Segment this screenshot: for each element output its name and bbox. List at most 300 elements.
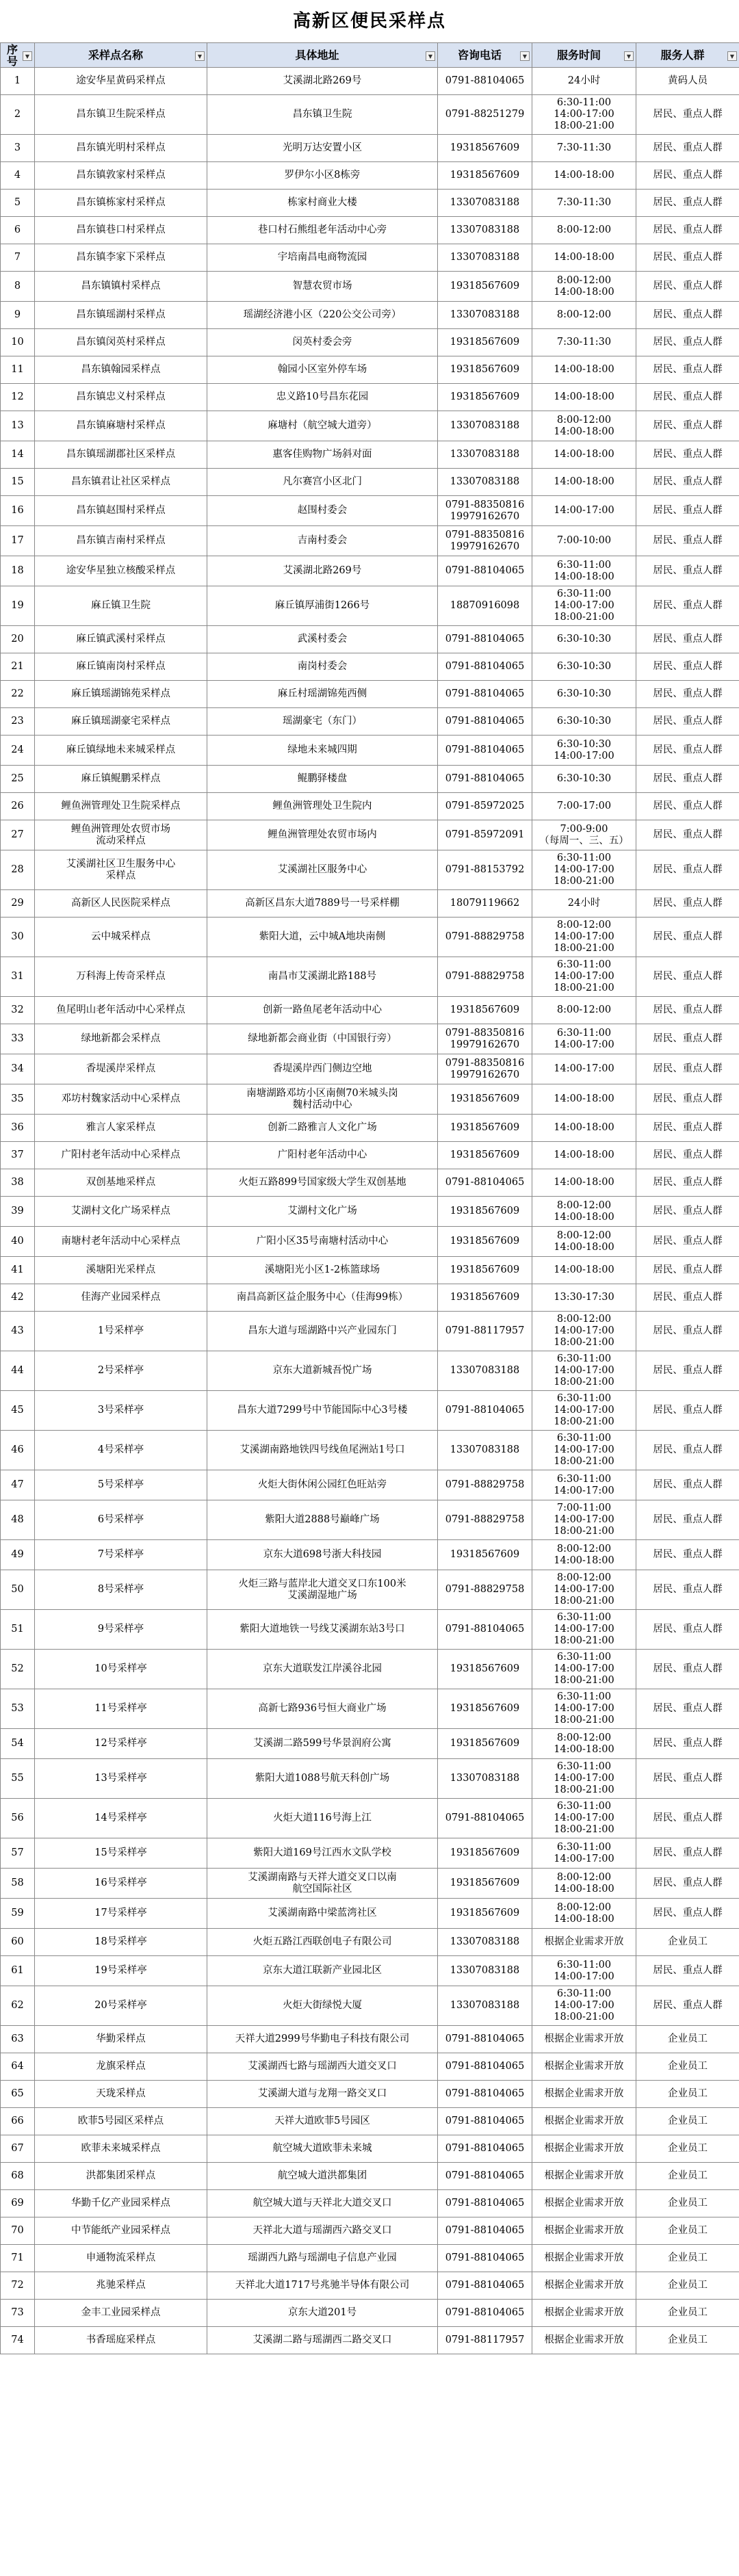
table-row [1,681,739,708]
cell-site-name: 6号采样亭 [35,1500,207,1540]
table-row [1,1391,739,1431]
cell-service-group: 居民、重点人群 [636,1869,739,1899]
table-row [1,2300,739,2327]
cell-index: 63 [1,2026,35,2053]
cell-phone: 19318567609 [438,162,532,190]
cell-phone: 0791-88104065 [438,2135,532,2163]
table-row [1,793,739,820]
cell-site-name: 麻丘镇武溪村采样点 [35,626,207,653]
cell-index: 29 [1,890,35,918]
table-row [1,1929,739,1956]
cell-site-name: 途安华星黄码采样点 [35,68,207,95]
cell-address: 鲲鹏驿楼盘 [207,766,438,793]
cell-service-time: 7:00-11:00 14:00-17:00 18:00-21:00 [532,1500,636,1540]
table-row [1,736,739,766]
cell-phone: 0791-88829758 [438,918,532,957]
cell-service-group: 居民、重点人群 [636,1169,739,1197]
cell-address: 南岗村委会 [207,653,438,681]
table-row [1,556,739,586]
table-row [1,1869,739,1899]
cell-service-time: 6:30-11:00 14:00-18:00 [532,556,636,586]
cell-site-name: 18号采样亭 [35,1929,207,1956]
cell-phone: 13307083188 [438,217,532,244]
cell-address: 艾溪湖南路地铁四号线鱼尾洲站1号口 [207,1431,438,1470]
cell-phone: 0791-88104065 [438,2272,532,2300]
cell-index: 34 [1,1054,35,1084]
cell-service-time: 6:30-11:00 14:00-17:00 18:00-21:00 [532,95,636,135]
cell-service-time: 6:30-10:30 [532,653,636,681]
cell-site-name: 欧菲未来城采样点 [35,2135,207,2163]
cell-service-time: 6:30-11:00 14:00-17:00 [532,1024,636,1054]
filter-dropdown-icon[interactable]: ▼ [624,51,634,61]
cell-phone: 0791-88104065 [438,1391,532,1431]
cell-address: 鲤鱼洲管理处农贸市场内 [207,820,438,850]
cell-service-group: 居民、重点人群 [636,1689,739,1729]
cell-address: 京东大道新城吾悦广场 [207,1351,438,1391]
cell-service-time: 14:00-18:00 [532,244,636,272]
cell-phone: 0791-88104065 [438,626,532,653]
table-row [1,1351,739,1391]
cell-service-time: 8:00-12:00 14:00-17:00 18:00-21:00 [532,918,636,957]
cell-service-time: 6:30-11:00 14:00-17:00 18:00-21:00 [532,1689,636,1729]
cell-phone: 0791-88104065 [438,2026,532,2053]
cell-site-name: 昌东镇光明村采样点 [35,135,207,162]
cell-service-time: 7:30-11:30 [532,329,636,356]
cell-address: 广阳村老年活动中心 [207,1142,438,1169]
table-row [1,384,739,411]
table-row [1,1227,739,1257]
cell-service-group: 居民、重点人群 [636,1431,739,1470]
cell-service-time: 8:00-12:00 [532,302,636,329]
cell-service-group: 居民、重点人群 [636,1284,739,1312]
cell-service-time: 14:00-18:00 [532,441,636,469]
cell-site-name: 艾湖村文化广场采样点 [35,1197,207,1227]
cell-phone: 0791-88350816 19979162670 [438,496,532,526]
table-row [1,1759,739,1799]
cell-address: 紫阳大道169号江西水文队学校 [207,1838,438,1869]
cell-service-group: 居民、重点人群 [636,997,739,1024]
table-row [1,68,739,95]
cell-site-name: 17号采样亭 [35,1899,207,1929]
cell-service-time: 8:00-12:00 14:00-17:00 18:00-21:00 [532,1570,636,1610]
cell-service-time: 根据企业需求开放 [532,2272,636,2300]
cell-service-time: 6:30-11:00 14:00-17:00 18:00-21:00 [532,1351,636,1391]
cell-site-name: 14号采样亭 [35,1799,207,1838]
cell-phone: 0791-88104065 [438,2217,532,2245]
cell-phone: 19318567609 [438,135,532,162]
cell-address: 火炬三路与蓝岸北大道交叉口东100米 艾溪湖湿地广场 [207,1570,438,1610]
cell-service-time: 根据企业需求开放 [532,1929,636,1956]
header-phone[interactable]: 咨询电话 ▼ [438,43,532,68]
cell-phone: 0791-88104065 [438,1169,532,1197]
table-row [1,329,739,356]
cell-phone: 19318567609 [438,329,532,356]
cell-site-name: 昌东镇翰园采样点 [35,356,207,384]
cell-service-group: 居民、重点人群 [636,217,739,244]
table-row [1,1169,739,1197]
cell-address: 昌东镇卫生院 [207,95,438,135]
cell-index: 45 [1,1391,35,1431]
cell-address: 京东大道江联新产业园北区 [207,1956,438,1986]
cell-address: 火炬大道116号海上江 [207,1799,438,1838]
cell-index: 35 [1,1084,35,1115]
cell-site-name: 麻丘镇卫生院 [35,586,207,626]
filter-dropdown-icon[interactable]: ▼ [727,51,737,61]
cell-address: 吉南村委会 [207,526,438,556]
cell-index: 21 [1,653,35,681]
cell-index: 47 [1,1470,35,1500]
cell-site-name: 申通物流采样点 [35,2245,207,2272]
cell-index: 13 [1,411,35,441]
cell-index: 60 [1,1929,35,1956]
table-row [1,441,739,469]
cell-service-time: 14:00-18:00 [532,1169,636,1197]
cell-site-name: 华勤千亿产业园采样点 [35,2190,207,2217]
cell-phone: 19318567609 [438,1284,532,1312]
cell-service-group: 黄码人员 [636,68,739,95]
cell-phone: 0791-88829758 [438,957,532,997]
cell-service-group: 居民、重点人群 [636,918,739,957]
cell-service-time: 6:30-11:00 14:00-17:00 18:00-21:00 [532,1986,636,2026]
cell-service-group: 居民、重点人群 [636,329,739,356]
cell-service-group: 企业员工 [636,2245,739,2272]
cell-service-time: 根据企业需求开放 [532,2163,636,2190]
cell-site-name: 3号采样亭 [35,1391,207,1431]
cell-index: 32 [1,997,35,1024]
cell-phone: 13307083188 [438,190,532,217]
table-row [1,1610,739,1650]
cell-site-name: 昌东镇卫生院采样点 [35,95,207,135]
cell-service-group: 居民、重点人群 [636,1570,739,1610]
cell-address: 艾溪湖社区服务中心 [207,850,438,890]
table-row [1,1084,739,1115]
cell-site-name: 9号采样亭 [35,1610,207,1650]
cell-service-time: 6:30-11:00 14:00-17:00 18:00-21:00 [532,1610,636,1650]
cell-service-time: 根据企业需求开放 [532,2245,636,2272]
cell-address: 栋家村商业大楼 [207,190,438,217]
cell-index: 2 [1,95,35,135]
cell-site-name: 昌东镇栋家村采样点 [35,190,207,217]
cell-phone: 0791-88104065 [438,681,532,708]
cell-phone: 19318567609 [438,1227,532,1257]
cell-index: 54 [1,1729,35,1759]
cell-index: 44 [1,1351,35,1391]
cell-service-group: 居民、重点人群 [636,356,739,384]
cell-service-time: 根据企业需求开放 [532,2327,636,2354]
cell-site-name: 昌东镇吉南村采样点 [35,526,207,556]
cell-site-name: 4号采样亭 [35,1431,207,1470]
table-row [1,1986,739,2026]
cell-address: 麻塘村（航空城大道旁） [207,411,438,441]
cell-address: 广阳小区35号南塘村活动中心 [207,1227,438,1257]
cell-index: 5 [1,190,35,217]
cell-service-time: 8:00-12:00 14:00-18:00 [532,1197,636,1227]
table-row [1,162,739,190]
table-row [1,2245,739,2272]
cell-service-time: 13:30-17:30 [532,1284,636,1312]
cell-service-group: 居民、重点人群 [636,793,739,820]
table-row [1,1431,739,1470]
cell-site-name: 香堤溪岸采样点 [35,1054,207,1084]
cell-phone: 18870916098 [438,586,532,626]
cell-index: 48 [1,1500,35,1540]
cell-phone: 18079119662 [438,890,532,918]
table-row [1,2327,739,2354]
cell-address: 艾溪湖二路与瑶湖西二路交叉口 [207,2327,438,2354]
cell-index: 33 [1,1024,35,1054]
cell-phone: 0791-85972025 [438,793,532,820]
cell-service-time: 6:30-11:00 14:00-17:00 18:00-21:00 [532,1799,636,1838]
cell-phone: 13307083188 [438,469,532,496]
cell-service-group: 居民、重点人群 [636,1054,739,1084]
cell-phone: 0791-88829758 [438,1570,532,1610]
table-row [1,820,739,850]
cell-service-group: 居民、重点人群 [636,1650,739,1689]
cell-address: 艾溪湖西七路与瑶湖西大道交叉口 [207,2053,438,2081]
table-row [1,190,739,217]
cell-address: 天祥北大道1717号兆驰半导体有限公司 [207,2272,438,2300]
cell-address: 天祥大道2999号华勤电子科技有限公司 [207,2026,438,2053]
cell-site-name: 邓坊村魏家活动中心采样点 [35,1084,207,1115]
table-row [1,95,739,135]
cell-service-time: 24小时 [532,890,636,918]
cell-site-name: 书香瑶庭采样点 [35,2327,207,2354]
cell-service-group: 企业员工 [636,2053,739,2081]
table-row [1,626,739,653]
table-row [1,356,739,384]
cell-phone: 13307083188 [438,244,532,272]
table-row [1,1570,739,1610]
table-row [1,1500,739,1540]
cell-service-group: 居民、重点人群 [636,1312,739,1351]
cell-site-name: 艾溪湖社区卫生服务中心 采样点 [35,850,207,890]
cell-service-time: 8:00-12:00 14:00-18:00 [532,411,636,441]
cell-address: 航空城大道欧菲未来城 [207,2135,438,2163]
table-row [1,526,739,556]
cell-site-name: 昌东镇李家下采样点 [35,244,207,272]
table-row [1,244,739,272]
cell-site-name: 10号采样亭 [35,1650,207,1689]
cell-address: 紫阳大道2888号巅峰广场 [207,1500,438,1540]
cell-index: 6 [1,217,35,244]
cell-site-name: 7号采样亭 [35,1540,207,1570]
cell-service-group: 居民、重点人群 [636,384,739,411]
cell-address: 凡尔赛宫小区北门 [207,469,438,496]
cell-address: 高新区昌东大道7889号一号采样棚 [207,890,438,918]
cell-index: 61 [1,1956,35,1986]
cell-service-group: 居民、重点人群 [636,626,739,653]
cell-index: 41 [1,1257,35,1284]
cell-address: 南昌市艾溪湖北路188号 [207,957,438,997]
cell-site-name: 麻丘镇瑶湖豪宅采样点 [35,708,207,736]
cell-address: 京东大道201号 [207,2300,438,2327]
cell-address: 罗伊尔小区8栋旁 [207,162,438,190]
cell-service-group: 居民、重点人群 [636,850,739,890]
filter-dropdown-icon[interactable]: ▼ [23,51,32,61]
cell-index: 26 [1,793,35,820]
table-row [1,272,739,302]
cell-index: 43 [1,1312,35,1351]
cell-service-group: 居民、重点人群 [636,411,739,441]
cell-site-name: 19号采样亭 [35,1956,207,1986]
cell-site-name: 昌东镇赵围村采样点 [35,496,207,526]
cell-phone: 0791-88350816 19979162670 [438,1024,532,1054]
table-row [1,1650,739,1689]
cell-address: 麻丘村瑶湖锦苑西侧 [207,681,438,708]
cell-index: 9 [1,302,35,329]
filter-dropdown-icon[interactable]: ▼ [426,51,435,61]
cell-service-group: 居民、重点人群 [636,526,739,556]
cell-phone: 0791-88829758 [438,1470,532,1500]
cell-phone: 13307083188 [438,441,532,469]
cell-address: 溪塘阳光小区1-2栋篮球场 [207,1257,438,1284]
cell-address: 绿地新都会商业街（中国银行旁） [207,1024,438,1054]
cell-address: 创新一路鱼尾老年活动中心 [207,997,438,1024]
cell-index: 10 [1,329,35,356]
cell-phone: 0791-88104065 [438,2081,532,2108]
cell-service-time: 6:30-10:30 [532,681,636,708]
cell-address: 南塘湖路邓坊小区南侧70米城头岗 魏村活动中心 [207,1084,438,1115]
cell-index: 19 [1,586,35,626]
table-row [1,1257,739,1284]
cell-service-group: 居民、重点人群 [636,957,739,997]
cell-site-name: 万科海上传奇采样点 [35,957,207,997]
cell-site-name: 高新区人民医院采样点 [35,890,207,918]
cell-phone: 0791-88104065 [438,2300,532,2327]
cell-index: 56 [1,1799,35,1838]
cell-service-time: 7:30-11:30 [532,190,636,217]
table-row [1,653,739,681]
header-service-group[interactable]: 服务人群 ▼ [636,43,739,68]
cell-address: 火炬五路899号国家级大学生双创基地 [207,1169,438,1197]
cell-service-time: 根据企业需求开放 [532,2300,636,2327]
cell-site-name: 雅言人家采样点 [35,1115,207,1142]
cell-phone: 0791-88104065 [438,1610,532,1650]
cell-phone: 0791-88117957 [438,2327,532,2354]
header-site-name[interactable]: 采样点名称 ▼ [35,43,207,68]
cell-service-group: 居民、重点人群 [636,302,739,329]
cell-index: 22 [1,681,35,708]
cell-address: 昌东大道7299号中节能国际中心3号楼 [207,1391,438,1431]
cell-index: 70 [1,2217,35,2245]
table-row [1,1956,739,1986]
cell-index: 71 [1,2245,35,2272]
cell-service-time: 根据企业需求开放 [532,2053,636,2081]
cell-service-time: 8:00-12:00 [532,997,636,1024]
cell-index: 69 [1,2190,35,2217]
cell-phone: 0791-88104065 [438,2108,532,2135]
header-address[interactable]: 具体地址 ▼ [207,43,438,68]
cell-service-group: 居民、重点人群 [636,708,739,736]
cell-address: 惠客佳购物广场斜对面 [207,441,438,469]
cell-service-time: 6:30-10:30 [532,626,636,653]
table-row [1,1024,739,1054]
cell-phone: 19318567609 [438,1838,532,1869]
header-index[interactable]: 序号 ▼ [1,43,35,68]
cell-service-time: 6:30-11:00 14:00-17:00 18:00-21:00 [532,1391,636,1431]
cell-service-group: 企业员工 [636,2081,739,2108]
cell-index: 11 [1,356,35,384]
cell-service-group: 居民、重点人群 [636,244,739,272]
table-row [1,2135,739,2163]
cell-service-time: 8:00-12:00 14:00-18:00 [532,1869,636,1899]
cell-index: 49 [1,1540,35,1570]
cell-service-group: 居民、重点人群 [636,1470,739,1500]
cell-site-name: 中节能纸产业园采样点 [35,2217,207,2245]
cell-phone: 19318567609 [438,1869,532,1899]
cell-service-group: 居民、重点人群 [636,653,739,681]
table-row [1,586,739,626]
cell-service-group: 居民、重点人群 [636,1391,739,1431]
cell-service-time: 7:00-9:00 （每周一、三、五） [532,820,636,850]
cell-site-name: 鱼尾明山老年活动中心采样点 [35,997,207,1024]
cell-service-group: 企业员工 [636,2026,739,2053]
table-row [1,411,739,441]
cell-site-name: 16号采样亭 [35,1869,207,1899]
cell-address: 忠义路10号昌东花园 [207,384,438,411]
cell-address: 赵围村委会 [207,496,438,526]
cell-index: 40 [1,1227,35,1257]
cell-phone: 0791-88350816 19979162670 [438,526,532,556]
header-service-time[interactable]: 服务时间 ▼ [532,43,636,68]
cell-phone: 0791-88104065 [438,766,532,793]
cell-service-group: 居民、重点人群 [636,1084,739,1115]
cell-address: 瑶湖西九路与瑶湖电子信息产业园 [207,2245,438,2272]
table-row [1,1838,739,1869]
cell-service-group: 居民、重点人群 [636,1115,739,1142]
cell-index: 27 [1,820,35,850]
filter-dropdown-icon[interactable]: ▼ [195,51,205,61]
cell-service-time: 14:00-18:00 [532,1257,636,1284]
table-row [1,1312,739,1351]
cell-service-group: 居民、重点人群 [636,1986,739,2026]
cell-phone: 19318567609 [438,997,532,1024]
filter-dropdown-icon[interactable]: ▼ [520,51,530,61]
cell-address: 香堤溪岸西门侧边空地 [207,1054,438,1084]
table-row [1,469,739,496]
cell-index: 38 [1,1169,35,1197]
table-row [1,1729,739,1759]
cell-phone: 0791-88117957 [438,1312,532,1351]
cell-service-group: 居民、重点人群 [636,1227,739,1257]
cell-phone: 0791-88104065 [438,2245,532,2272]
cell-service-time: 14:00-18:00 [532,384,636,411]
cell-address: 紫阳大道地铁一号线艾溪湖东站3号口 [207,1610,438,1650]
cell-site-name: 昌东镇君让社区采样点 [35,469,207,496]
cell-address: 航空城大道洪都集团 [207,2163,438,2190]
table-row [1,302,739,329]
cell-index: 18 [1,556,35,586]
cell-phone: 0791-88829758 [438,1500,532,1540]
cell-address: 航空城大道与天祥北大道交叉口 [207,2190,438,2217]
cell-index: 51 [1,1610,35,1650]
cell-service-group: 居民、重点人群 [636,1257,739,1284]
cell-service-group: 居民、重点人群 [636,272,739,302]
cell-address: 智慧农贸市场 [207,272,438,302]
cell-index: 17 [1,526,35,556]
cell-index: 46 [1,1431,35,1470]
cell-index: 28 [1,850,35,890]
cell-address: 宇培南昌电商物流园 [207,244,438,272]
cell-address: 艾溪湖北路269号 [207,68,438,95]
cell-phone: 13307083188 [438,1431,532,1470]
cell-site-name: 昌东镇镇村采样点 [35,272,207,302]
cell-service-time: 14:00-18:00 [532,1084,636,1115]
cell-phone: 0791-88350816 19979162670 [438,1054,532,1084]
cell-site-name: 华勤采样点 [35,2026,207,2053]
cell-service-group: 企业员工 [636,1929,739,1956]
cell-service-group: 居民、重点人群 [636,1540,739,1570]
